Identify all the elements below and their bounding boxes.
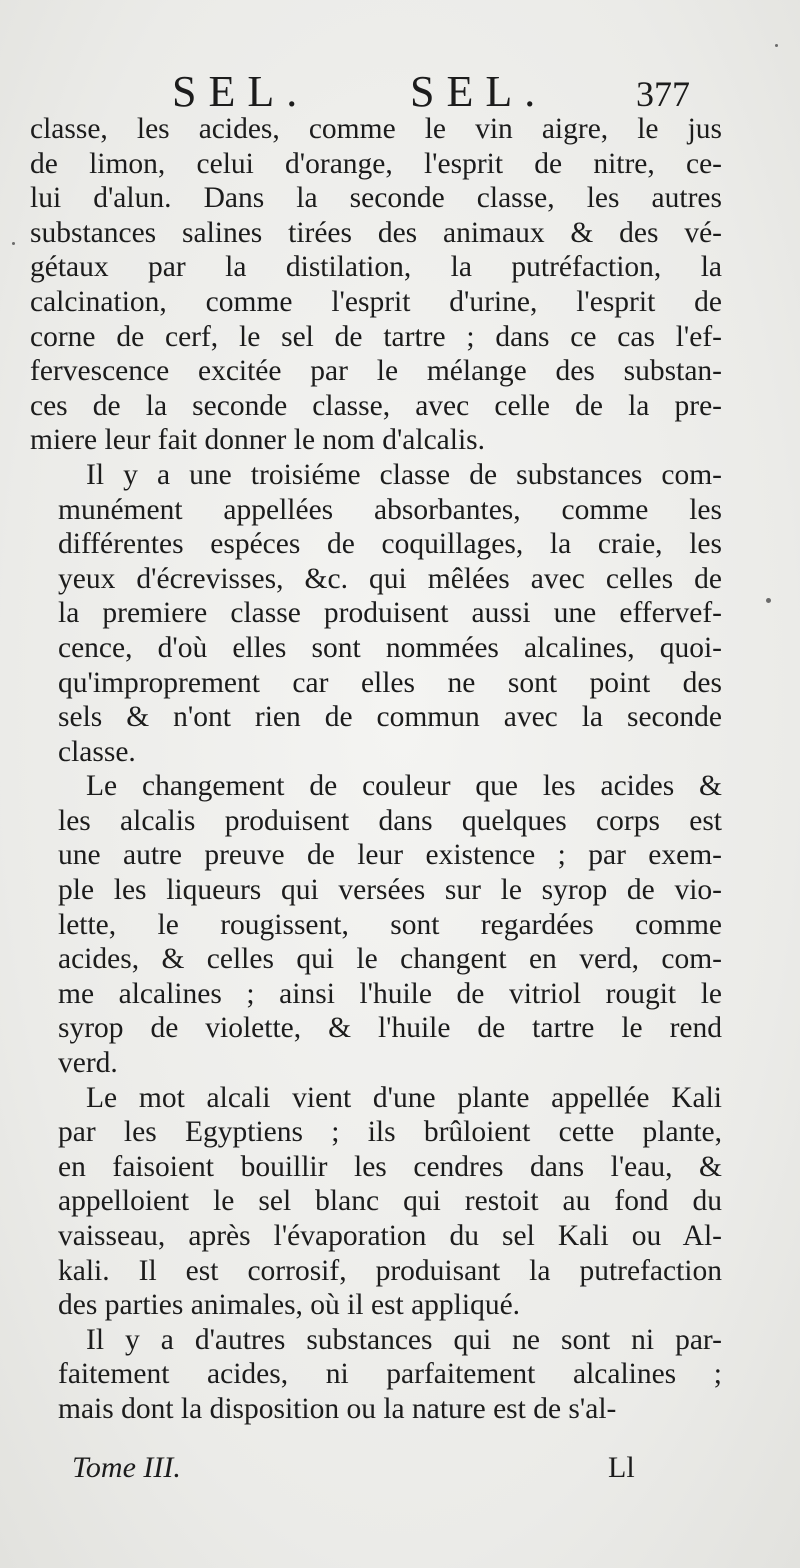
text-line: en faisoient bouillir les cendres dans l'eau, & bbox=[58, 1150, 722, 1183]
text-line: fervescence excitée par le mélange des substan- bbox=[30, 355, 722, 388]
text-line: lette, le rougissent, sont regardées comme bbox=[58, 908, 722, 941]
running-head-left: SEL. bbox=[172, 67, 310, 116]
text-line: mais dont la disposition ou la nature est de s'al- bbox=[58, 1392, 617, 1425]
paragraph bbox=[30, 1081, 722, 1323]
text-line: vaisseau, après l'évaporation du sel Kali ou Al- bbox=[58, 1220, 722, 1252]
text-line: verd. bbox=[58, 1047, 118, 1080]
text-line: yeux d'écrevisses, &c. qui mêlées avec celles de bbox=[58, 562, 722, 595]
text-line: syrop de violette, & l'huile de tartre le rend bbox=[58, 1012, 722, 1045]
paper-speck bbox=[775, 44, 778, 47]
text-line: munément appellées absorbantes, comme les bbox=[58, 493, 722, 526]
text-line: de limon, celui d'orange, l'esprit de nitre, ce- bbox=[30, 147, 722, 180]
text-line: substances salines tirées des animaux & des vé- bbox=[30, 216, 722, 249]
text-line: classe. bbox=[58, 735, 136, 768]
text-line: des parties animales, où il est appliqué. bbox=[58, 1289, 521, 1322]
paragraph bbox=[30, 1323, 722, 1427]
text-line: faitement acides, ni parfaitement alcalines ; bbox=[58, 1358, 722, 1391]
text-line: corne de cerf, le sel de tartre ; dans ce cas l'ef- bbox=[30, 320, 722, 353]
text-line: lui d'alun. Dans la seconde classe, les autres bbox=[30, 182, 722, 215]
text-line: miere leur fait donner le nom d'alcalis. bbox=[30, 424, 486, 457]
text-line: la premiere classe produisent aussi une effervef- bbox=[58, 597, 722, 630]
body-text bbox=[30, 112, 722, 1427]
text-line: classe, les acides, comme le vin aigre, le jus bbox=[30, 113, 722, 145]
text-line: gétaux par la distilation, la putréfaction, la bbox=[30, 251, 722, 284]
text-line: cence, d'où elles sont nommées alcalines, quoi- bbox=[58, 631, 722, 664]
text-line: Le changement de couleur que les acides & bbox=[86, 770, 722, 803]
text-line: ple les liqueurs qui versées sur le syrop de vio- bbox=[58, 874, 722, 907]
text-line: Le mot alcali vient d'une plante appellée Kali bbox=[86, 1081, 722, 1114]
text-line: sels & n'ont rien de commun avec la seconde bbox=[58, 701, 722, 734]
text-line: par les Egyptiens ; ils brûloient cette plante, bbox=[58, 1116, 722, 1149]
text-line: une autre preuve de leur existence ; par exem- bbox=[58, 839, 722, 872]
running-head-right: SEL. bbox=[410, 67, 548, 116]
paragraph bbox=[30, 112, 722, 458]
text-line: ces de la seconde classe, avec celle de la pre- bbox=[30, 389, 722, 422]
text-line: les alcalis produisent dans quelques corps est bbox=[58, 804, 722, 837]
paper-speck bbox=[12, 242, 15, 245]
page-footer bbox=[0, 1448, 800, 1488]
paper-speck bbox=[766, 598, 771, 603]
text-line: différentes espéces de coquillages, la craie, les bbox=[58, 528, 722, 561]
text-line: Il y a une troisiéme classe de substances com- bbox=[86, 458, 722, 491]
signature-mark: Ll bbox=[608, 1451, 635, 1484]
text-line: acides, & celles qui le changent en verd, com- bbox=[58, 943, 722, 976]
text-line: appelloient le sel blanc qui restoit au fond du bbox=[58, 1185, 722, 1218]
page-number: 377 bbox=[636, 74, 690, 114]
paragraph bbox=[30, 458, 722, 769]
text-line: qu'improprement car elles ne sont point des bbox=[58, 666, 722, 699]
paragraph bbox=[30, 769, 722, 1080]
text-line: kali. Il est corrosif, produisant la putrefaction bbox=[58, 1254, 722, 1287]
text-line: Il y a d'autres substances qui ne sont ni par- bbox=[86, 1323, 722, 1356]
text-line: calcination, comme l'esprit d'urine, l'esprit de bbox=[30, 285, 722, 318]
text-line: me alcalines ; ainsi l'huile de vitriol rougit le bbox=[58, 977, 722, 1010]
volume-label: Tome III. bbox=[72, 1451, 181, 1484]
